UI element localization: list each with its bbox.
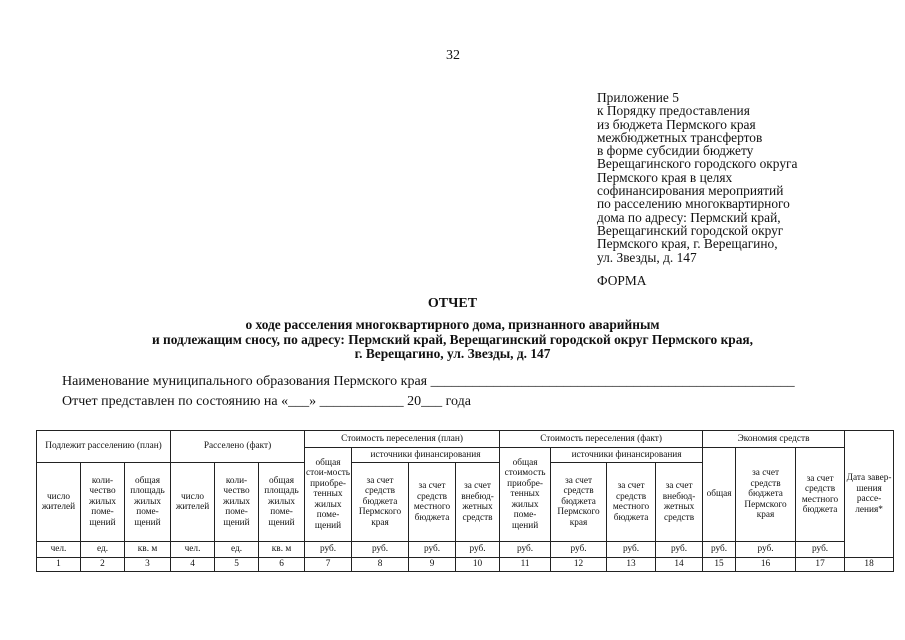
plan-residents-header: число жителей xyxy=(37,463,81,542)
report-subtitle-line: г. Верещагино, ул. Звезды, д. 147 xyxy=(354,346,551,361)
savings-local-header: за счет средств местного бюджета xyxy=(796,448,845,542)
unit-cell: ед. xyxy=(215,542,259,558)
cost-fact-total-header: общая стоимость приобре-тенных жилых поме-щений xyxy=(500,448,551,542)
report-subtitle-line: и подлежащим сносу, по адресу: Пермский край, Верещагинский городской округ Пермского края, xyxy=(151,331,754,347)
savings-total-header: общая xyxy=(703,448,736,542)
unit-cell: руб. xyxy=(656,542,703,558)
unit-cell: кв. м xyxy=(125,542,171,558)
unit-cell: руб. xyxy=(607,542,656,558)
report-subtitle-line: о ходе расселения многоквартирного дома, признанного аварийным xyxy=(245,317,660,332)
cost-plan-sources-header: источники финансирования xyxy=(352,448,500,463)
column-number-cell: 15 xyxy=(703,558,736,572)
group-cost-fact-header: Стоимость переселения (факт) xyxy=(500,431,703,448)
appendix-line: из бюджета Пермского края xyxy=(597,116,756,132)
cost-fact-extra-header: за счет внебюд-жетных средств xyxy=(656,463,703,542)
column-number-cell: 8 xyxy=(352,558,409,572)
appendix-block xyxy=(597,91,797,264)
unit-cell: чел. xyxy=(171,542,215,558)
column-number-cell: 17 xyxy=(796,558,845,572)
column-number-cell: 9 xyxy=(409,558,456,572)
form-label: ФОРМА xyxy=(597,273,647,288)
appendix-line: межбюджетных трансфертов xyxy=(597,129,763,145)
appendix-line: ул. Звезды, д. 147 xyxy=(597,249,697,265)
group-savings-header: Экономия средств xyxy=(703,431,845,448)
cost-plan-extra-header: за счет внебюд-жетных средств xyxy=(456,463,500,542)
column-number-cell: 11 xyxy=(500,558,551,572)
column-number-cell: 10 xyxy=(456,558,500,572)
cost-fact-perm-header: за счет средств бюджета Пермского края xyxy=(551,463,607,542)
unit-cell: руб. xyxy=(409,542,456,558)
column-number-cell: 16 xyxy=(736,558,796,572)
unit-cell: ед. xyxy=(81,542,125,558)
column-number-cell: 4 xyxy=(171,558,215,572)
column-number-cell: 3 xyxy=(125,558,171,572)
column-number-cell: 18 xyxy=(845,558,894,572)
column-number-cell: 7 xyxy=(305,558,352,572)
unit-cell: руб. xyxy=(456,542,500,558)
appendix-line: дома по адресу: Пермский край, xyxy=(597,209,781,225)
municipality-field: Наименование муниципального образования Пермского края ____________________________________________________ xyxy=(62,374,795,389)
group-plan-header: Подлежит расселению (план) xyxy=(37,431,171,463)
appendix-line: Верещагинского городского округа xyxy=(597,156,798,172)
group-fact-header: Расселено (факт) xyxy=(171,431,305,463)
group-cost-plan-header: Стоимость переселения (план) xyxy=(305,431,500,448)
plan-area-header: общая площадь жилых поме-щений xyxy=(125,463,171,542)
cost-plan-total-header: общая стои-мость приобре-тенных жилых поме-щений xyxy=(305,448,352,542)
savings-perm-header: за счет средств бюджета Пермского края xyxy=(736,448,796,542)
cost-fact-sources-header: источники финансирования xyxy=(551,448,703,463)
appendix-line: Пермского края в целях xyxy=(597,169,733,185)
appendix-line: по расселению многоквартирного xyxy=(597,196,790,212)
column-number-cell: 6 xyxy=(259,558,305,572)
report-table xyxy=(36,430,894,572)
as-of-date-field: Отчет представлен по состоянию на «___» ____________ 20___ года xyxy=(62,394,471,409)
appendix-line: Приложение 5 xyxy=(597,90,679,105)
fact-residents-header: число жителей xyxy=(171,463,215,542)
column-number-cell: 2 xyxy=(81,558,125,572)
unit-cell: руб. xyxy=(551,542,607,558)
unit-cell: кв. м xyxy=(259,542,305,558)
fact-count-header: коли-чество жилых поме-щений xyxy=(215,463,259,542)
report-subtitle xyxy=(0,318,905,362)
appendix-line: Пермского края, г. Верещагино, xyxy=(597,236,778,252)
column-number-cell: 12 xyxy=(551,558,607,572)
column-number-cell: 5 xyxy=(215,558,259,572)
column-number-cell: 14 xyxy=(656,558,703,572)
cost-plan-perm-header: за счет средств бюджета Пермского края xyxy=(352,463,409,542)
appendix-line: к Порядку предоставления xyxy=(597,103,750,119)
report-title: ОТЧЕТ xyxy=(427,296,478,311)
cost-fact-local-header: за счет средств местного бюджета xyxy=(607,463,656,542)
unit-cell: руб. xyxy=(352,542,409,558)
appendix-line: в форме субсидии бюджету xyxy=(597,143,754,159)
appendix-line: софинансирования мероприятий xyxy=(597,183,784,199)
unit-cell: руб. xyxy=(796,542,845,558)
unit-cell: руб. xyxy=(500,542,551,558)
unit-cell: руб. xyxy=(703,542,736,558)
cost-plan-local-header: за счет средств местного бюджета xyxy=(409,463,456,542)
column-number-cell: 1 xyxy=(37,558,81,572)
unit-cell: руб. xyxy=(305,542,352,558)
unit-cell: чел. xyxy=(37,542,81,558)
column-number-cell: 13 xyxy=(607,558,656,572)
fact-area-header: общая площадь жилых поме-щений xyxy=(259,463,305,542)
page-number: 32 xyxy=(446,48,460,63)
plan-count-header: коли-чество жилых поме-щений xyxy=(81,463,125,542)
unit-cell: руб. xyxy=(736,542,796,558)
appendix-line: Верещагинский городской округ xyxy=(597,222,784,238)
completion-date-header: Дата завер-шения рассе-ления* xyxy=(845,431,894,558)
